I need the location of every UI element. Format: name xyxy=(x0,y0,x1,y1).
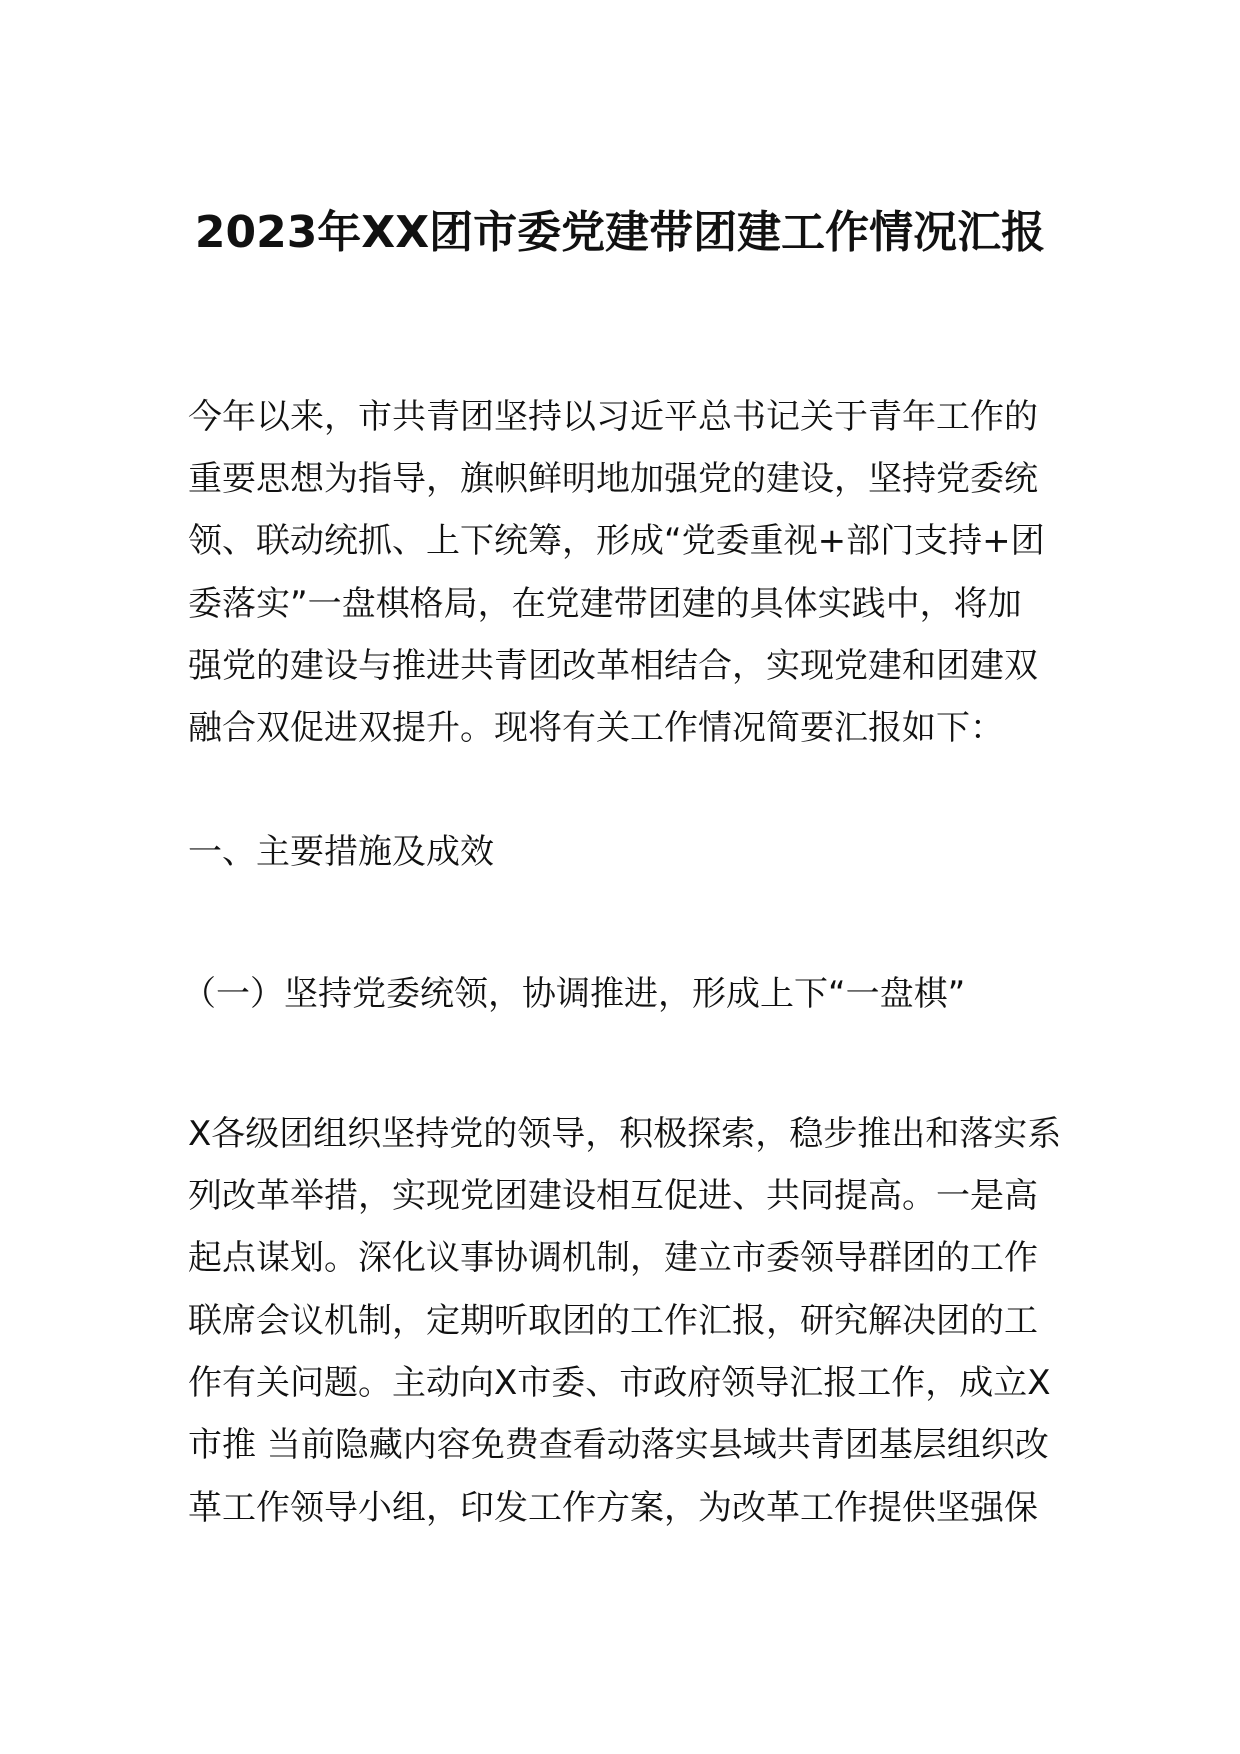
intro-line-5: 强党的建设与推进共青团改革相结合，实现党建和团建双 xyxy=(188,646,1038,686)
body-line-5: 作有关问题。主动向X市委、市政府领导汇报工作，成立X xyxy=(188,1363,1051,1403)
body-line-3: 起点谋划。深化议事协调机制，建立市委领导群团的工作 xyxy=(188,1238,1038,1278)
intro-line-1: 今年以来，市共青团坚持以习近平总书记关于青年工作的 xyxy=(188,397,1038,437)
subsection-heading: （一）坚持党委统领，协调推进，形成上下“一盘棋” xyxy=(182,974,966,1014)
intro-line-2: 重要思想为指导，旗帜鲜明地加强党的建设，坚持党委统 xyxy=(188,459,1038,499)
intro-line-6: 融合双促进双提升。现将有关工作情况简要汇报如下： xyxy=(188,708,1004,748)
document-title: 2023年XX团市委党建带团建工作情况汇报 xyxy=(194,207,1046,258)
body-line-4: 联席会议机制，定期听取团的工作汇报，研究解决团的工 xyxy=(188,1301,1038,1341)
intro-line-3: 领、联动统抓、上下统筹，形成“党委重视+部门支持+团 xyxy=(188,521,1045,561)
body-line-1: X各级团组织坚持党的领导，积极探索，稳步推出和落实系 xyxy=(188,1114,1062,1154)
intro-line-4: 委落实”一盘棋格局，在党建带团建的具体实践中，将加 xyxy=(188,584,1022,624)
body-line-7: 革工作领导小组，印发工作方案，为改革工作提供坚强保 xyxy=(188,1488,1038,1528)
body-line-2: 列改革举措，实现党团建设相互促进、共同提高。一是高 xyxy=(188,1176,1038,1216)
section-heading: 一、主要措施及成效 xyxy=(188,832,494,872)
body-line-6: 市推 当前隐藏内容免费查看动落实县域共青团基层组织改 xyxy=(188,1425,1049,1465)
